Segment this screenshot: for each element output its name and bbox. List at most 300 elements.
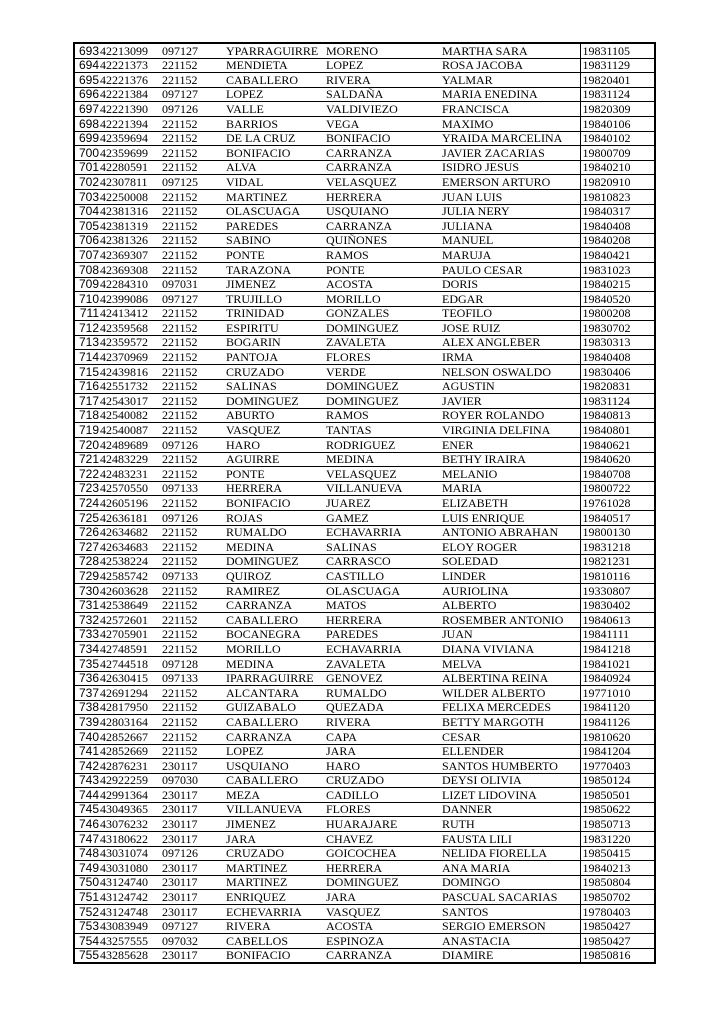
- birth-date-cell: 19800208: [580, 306, 655, 321]
- table-row: [74, 189, 655, 204]
- dni-cell: 42636181: [100, 511, 160, 526]
- row-number: 699: [74, 131, 100, 146]
- dni-cell: 42876231: [100, 759, 160, 774]
- table-row: [74, 204, 655, 219]
- given-names-cell: AGUSTIN: [440, 379, 580, 394]
- table-row: [74, 379, 655, 394]
- birth-date-cell: 19841204: [580, 744, 655, 759]
- birth-date-cell: 19840708: [580, 467, 655, 482]
- birth-date-cell: 19770403: [580, 759, 655, 774]
- birth-date-cell: 19840801: [580, 423, 655, 438]
- first-surname-cell: RIVERA: [224, 919, 324, 934]
- dni-cell: 42359572: [100, 335, 160, 350]
- table-row: [74, 262, 655, 277]
- row-number: 706: [74, 233, 100, 248]
- table-row: [74, 481, 655, 496]
- table-row: [74, 759, 655, 774]
- second-surname-cell: LOPEZ: [324, 58, 440, 73]
- second-surname-cell: JUAREZ: [324, 496, 440, 511]
- second-surname-cell: JARA: [324, 744, 440, 759]
- row-number: 723: [74, 481, 100, 496]
- given-names-cell: ISIDRO JESUS: [440, 160, 580, 175]
- birth-date-cell: 19840620: [580, 452, 655, 467]
- table-row: [74, 846, 655, 861]
- given-names-cell: JAVIER ZACARIAS: [440, 146, 580, 161]
- row-number: 707: [74, 248, 100, 263]
- first-surname-cell: DE LA CRUZ: [224, 131, 324, 146]
- dni-cell: 42748591: [100, 642, 160, 657]
- dni-cell: 43285628: [100, 948, 160, 963]
- given-names-cell: ELIZABETH: [440, 496, 580, 511]
- code-cell: 221152: [160, 408, 224, 423]
- dni-cell: 42370969: [100, 350, 160, 365]
- given-names-cell: ANTONIO ABRAHAN: [440, 525, 580, 540]
- second-surname-cell: FLORES: [324, 350, 440, 365]
- code-cell: 221152: [160, 583, 224, 598]
- row-number: 732: [74, 613, 100, 628]
- birth-date-cell: 19840408: [580, 219, 655, 234]
- row-number: 721: [74, 452, 100, 467]
- first-surname-cell: LOPEZ: [224, 87, 324, 102]
- code-cell: 221152: [160, 554, 224, 569]
- row-number: 738: [74, 700, 100, 715]
- row-number: 746: [74, 817, 100, 832]
- given-names-cell: JUAN LUIS: [440, 189, 580, 204]
- row-number: 725: [74, 511, 100, 526]
- table-row: [74, 525, 655, 540]
- table-row: [74, 292, 655, 307]
- row-number: 717: [74, 394, 100, 409]
- given-names-cell: LUIS ENRIQUE: [440, 511, 580, 526]
- code-cell: 230117: [160, 875, 224, 890]
- table-row: [74, 350, 655, 365]
- given-names-cell: ANASTACIA: [440, 934, 580, 949]
- code-cell: 221152: [160, 729, 224, 744]
- row-number: 700: [74, 146, 100, 161]
- table-row: [74, 802, 655, 817]
- dni-cell: 42221373: [100, 58, 160, 73]
- code-cell: 221152: [160, 146, 224, 161]
- second-surname-cell: VEGA: [324, 116, 440, 131]
- dni-cell: 42630415: [100, 671, 160, 686]
- given-names-cell: MARIA ENEDINA: [440, 87, 580, 102]
- first-surname-cell: ENRIQUEZ: [224, 890, 324, 905]
- second-surname-cell: TANTAS: [324, 423, 440, 438]
- birth-date-cell: 19831124: [580, 87, 655, 102]
- code-cell: 221152: [160, 642, 224, 657]
- first-surname-cell: PONTE: [224, 248, 324, 263]
- code-cell: 221152: [160, 233, 224, 248]
- birth-date-cell: 19821231: [580, 554, 655, 569]
- first-surname-cell: PANTOJA: [224, 350, 324, 365]
- first-surname-cell: CARRANZA: [224, 729, 324, 744]
- given-names-cell: ANA MARIA: [440, 861, 580, 876]
- code-cell: 230117: [160, 802, 224, 817]
- second-surname-cell: VILLANUEVA: [324, 481, 440, 496]
- code-cell: 221152: [160, 379, 224, 394]
- code-cell: 097126: [160, 511, 224, 526]
- dni-cell: 43031080: [100, 861, 160, 876]
- dni-cell: 42399086: [100, 292, 160, 307]
- second-surname-cell: CARRANZA: [324, 160, 440, 175]
- first-surname-cell: USQUIANO: [224, 759, 324, 774]
- birth-date-cell: 19850427: [580, 934, 655, 949]
- table-row: [74, 729, 655, 744]
- birth-date-cell: 19800709: [580, 146, 655, 161]
- first-surname-cell: MEZA: [224, 788, 324, 803]
- dni-cell: 42221394: [100, 116, 160, 131]
- row-number: 740: [74, 729, 100, 744]
- row-number: 729: [74, 569, 100, 584]
- birth-date-cell: 19780403: [580, 905, 655, 920]
- first-surname-cell: RAMIREZ: [224, 583, 324, 598]
- table-row: [74, 569, 655, 584]
- first-surname-cell: AGUIRRE: [224, 452, 324, 467]
- code-cell: 230117: [160, 832, 224, 847]
- birth-date-cell: 19840621: [580, 438, 655, 453]
- first-surname-cell: JIMENEZ: [224, 277, 324, 292]
- birth-date-cell: 19841218: [580, 642, 655, 657]
- birth-date-cell: 19820831: [580, 379, 655, 394]
- birth-date-cell: 19831023: [580, 262, 655, 277]
- dni-cell: 42540087: [100, 423, 160, 438]
- table-row: [74, 948, 655, 963]
- given-names-cell: SERGIO EMERSON: [440, 919, 580, 934]
- first-surname-cell: VILLANUEVA: [224, 802, 324, 817]
- given-names-cell: ELOY ROGER: [440, 540, 580, 555]
- second-surname-cell: HERRERA: [324, 613, 440, 628]
- given-names-cell: LIZET LIDOVINA: [440, 788, 580, 803]
- second-surname-cell: HARO: [324, 759, 440, 774]
- birth-date-cell: 19840317: [580, 204, 655, 219]
- row-number: 711: [74, 306, 100, 321]
- code-cell: 097126: [160, 846, 224, 861]
- dni-cell: 42483229: [100, 452, 160, 467]
- second-surname-cell: DOMINGUEZ: [324, 394, 440, 409]
- given-names-cell: NELIDA FIORELLA: [440, 846, 580, 861]
- code-cell: 230117: [160, 861, 224, 876]
- code-cell: 097127: [160, 87, 224, 102]
- dni-cell: 42817950: [100, 700, 160, 715]
- table-row: [74, 773, 655, 788]
- birth-date-cell: 19840421: [580, 248, 655, 263]
- row-number: 718: [74, 408, 100, 423]
- row-number: 737: [74, 686, 100, 701]
- table-row: [74, 905, 655, 920]
- given-names-cell: MAXIMO: [440, 116, 580, 131]
- table-row: [74, 817, 655, 832]
- first-surname-cell: BONIFACIO: [224, 146, 324, 161]
- birth-date-cell: 19831129: [580, 58, 655, 73]
- birth-date-cell: 19841126: [580, 715, 655, 730]
- given-names-cell: ROSEMBER ANTONIO: [440, 613, 580, 628]
- table-row: [74, 408, 655, 423]
- dni-cell: 43124740: [100, 875, 160, 890]
- table-row: [74, 306, 655, 321]
- row-number: 741: [74, 744, 100, 759]
- dni-cell: 42250008: [100, 189, 160, 204]
- second-surname-cell: QUIÑONES: [324, 233, 440, 248]
- given-names-cell: LINDER: [440, 569, 580, 584]
- dni-cell: 42605196: [100, 496, 160, 511]
- table-row: [74, 219, 655, 234]
- second-surname-cell: CARRASCO: [324, 554, 440, 569]
- dni-cell: 42213099: [100, 43, 160, 58]
- birth-date-cell: 19850702: [580, 890, 655, 905]
- dni-cell: 42852667: [100, 729, 160, 744]
- first-surname-cell: MARTINEZ: [224, 189, 324, 204]
- second-surname-cell: ACOSTA: [324, 277, 440, 292]
- row-number: 727: [74, 540, 100, 555]
- code-cell: 221152: [160, 131, 224, 146]
- table-row: [74, 321, 655, 336]
- code-cell: 221152: [160, 715, 224, 730]
- first-surname-cell: VIDAL: [224, 175, 324, 190]
- row-number: 697: [74, 102, 100, 117]
- code-cell: 221152: [160, 160, 224, 175]
- given-names-cell: VIRGINIA DELFINA: [440, 423, 580, 438]
- given-names-cell: JUAN: [440, 627, 580, 642]
- table-row: [74, 715, 655, 730]
- dni-cell: 42381326: [100, 233, 160, 248]
- given-names-cell: JULIANA: [440, 219, 580, 234]
- birth-date-cell: 19840517: [580, 511, 655, 526]
- birth-date-cell: 19810620: [580, 729, 655, 744]
- dni-cell: 42543017: [100, 394, 160, 409]
- second-surname-cell: CRUZADO: [324, 773, 440, 788]
- birth-date-cell: 19840613: [580, 613, 655, 628]
- dni-cell: 42381316: [100, 204, 160, 219]
- table-row: [74, 656, 655, 671]
- dni-cell: 43180622: [100, 832, 160, 847]
- row-number: 735: [74, 656, 100, 671]
- second-surname-cell: VELASQUEZ: [324, 175, 440, 190]
- code-cell: 097031: [160, 277, 224, 292]
- first-surname-cell: BONIFACIO: [224, 496, 324, 511]
- birth-date-cell: 19800722: [580, 481, 655, 496]
- code-cell: 097126: [160, 438, 224, 453]
- table-row: [74, 832, 655, 847]
- birth-date-cell: 19830402: [580, 598, 655, 613]
- first-surname-cell: RUMALDO: [224, 525, 324, 540]
- second-surname-cell: RUMALDO: [324, 686, 440, 701]
- second-surname-cell: DOMINGUEZ: [324, 321, 440, 336]
- table-row: [74, 554, 655, 569]
- birth-date-cell: 19850124: [580, 773, 655, 788]
- second-surname-cell: ECHAVARRIA: [324, 525, 440, 540]
- given-names-cell: DANNER: [440, 802, 580, 817]
- given-names-cell: BETHY IRAIRA: [440, 452, 580, 467]
- row-number: 713: [74, 335, 100, 350]
- second-surname-cell: MORILLO: [324, 292, 440, 307]
- row-number: 705: [74, 219, 100, 234]
- first-surname-cell: YPARRAGUIRRE: [224, 43, 324, 58]
- first-surname-cell: HARO: [224, 438, 324, 453]
- code-cell: 221152: [160, 627, 224, 642]
- given-names-cell: IRMA: [440, 350, 580, 365]
- dni-cell: 42585742: [100, 569, 160, 584]
- row-number: 748: [74, 846, 100, 861]
- row-number: 751: [74, 890, 100, 905]
- row-number: 702: [74, 175, 100, 190]
- code-cell: 221152: [160, 496, 224, 511]
- row-number: 724: [74, 496, 100, 511]
- row-number: 744: [74, 788, 100, 803]
- row-number: 734: [74, 642, 100, 657]
- second-surname-cell: CARRANZA: [324, 948, 440, 963]
- row-number: 739: [74, 715, 100, 730]
- second-surname-cell: QUEZADA: [324, 700, 440, 715]
- row-number: 695: [74, 73, 100, 88]
- given-names-cell: EDGAR: [440, 292, 580, 307]
- given-names-cell: PAULO CESAR: [440, 262, 580, 277]
- birth-date-cell: 19841111: [580, 627, 655, 642]
- first-surname-cell: GUIZABALO: [224, 700, 324, 715]
- second-surname-cell: GOICOCHEA: [324, 846, 440, 861]
- second-surname-cell: PONTE: [324, 262, 440, 277]
- birth-date-cell: 19841021: [580, 656, 655, 671]
- dni-cell: 42369307: [100, 248, 160, 263]
- table-row: [74, 613, 655, 628]
- second-surname-cell: PAREDES: [324, 627, 440, 642]
- table-row: [74, 116, 655, 131]
- first-surname-cell: TARAZONA: [224, 262, 324, 277]
- row-number: 743: [74, 773, 100, 788]
- dni-cell: 42691294: [100, 686, 160, 701]
- code-cell: 221152: [160, 189, 224, 204]
- first-surname-cell: HERRERA: [224, 481, 324, 496]
- dni-cell: 42744518: [100, 656, 160, 671]
- dni-cell: 42381319: [100, 219, 160, 234]
- second-surname-cell: HERRERA: [324, 861, 440, 876]
- row-number: 698: [74, 116, 100, 131]
- code-cell: 221152: [160, 452, 224, 467]
- table-row: [74, 335, 655, 350]
- table-row: [74, 175, 655, 190]
- code-cell: 221152: [160, 744, 224, 759]
- row-number: 755: [74, 948, 100, 963]
- second-surname-cell: HERRERA: [324, 189, 440, 204]
- dni-cell: 42280591: [100, 160, 160, 175]
- code-cell: 097030: [160, 773, 224, 788]
- second-surname-cell: CHAVEZ: [324, 832, 440, 847]
- given-names-cell: DIAMIRE: [440, 948, 580, 963]
- given-names-cell: CESAR: [440, 729, 580, 744]
- birth-date-cell: 19831124: [580, 394, 655, 409]
- given-names-cell: MANUEL: [440, 233, 580, 248]
- first-surname-cell: ALVA: [224, 160, 324, 175]
- dni-cell: 42221384: [100, 87, 160, 102]
- first-surname-cell: BONIFACIO: [224, 948, 324, 963]
- code-cell: 221152: [160, 686, 224, 701]
- code-cell: 097133: [160, 481, 224, 496]
- birth-date-cell: 19850622: [580, 802, 655, 817]
- first-surname-cell: LOPEZ: [224, 744, 324, 759]
- given-names-cell: BETTY MARGOTH: [440, 715, 580, 730]
- table-row: [74, 365, 655, 380]
- table-row: [74, 58, 655, 73]
- code-cell: 221152: [160, 321, 224, 336]
- birth-date-cell: 19800130: [580, 525, 655, 540]
- table-row: [74, 73, 655, 88]
- table-row: [74, 277, 655, 292]
- dni-cell: 42634682: [100, 525, 160, 540]
- dni-cell: 43124742: [100, 890, 160, 905]
- table-row: [74, 875, 655, 890]
- dni-cell: 42538224: [100, 554, 160, 569]
- code-cell: 230117: [160, 817, 224, 832]
- birth-date-cell: 19840215: [580, 277, 655, 292]
- dni-cell: 42538649: [100, 598, 160, 613]
- code-cell: 221152: [160, 700, 224, 715]
- dni-cell: 42439816: [100, 365, 160, 380]
- given-names-cell: DEYSI OLIVIA: [440, 773, 580, 788]
- row-number: 720: [74, 438, 100, 453]
- given-names-cell: TEOFILO: [440, 306, 580, 321]
- given-names-cell: ENER: [440, 438, 580, 453]
- second-surname-cell: MATOS: [324, 598, 440, 613]
- first-surname-cell: CABALLERO: [224, 613, 324, 628]
- table-row: [74, 452, 655, 467]
- dni-cell: 43031074: [100, 846, 160, 861]
- second-surname-cell: GENOVEZ: [324, 671, 440, 686]
- second-surname-cell: ZAVALETA: [324, 335, 440, 350]
- first-surname-cell: TRINIDAD: [224, 306, 324, 321]
- second-surname-cell: RIVERA: [324, 73, 440, 88]
- birth-date-cell: 19840520: [580, 292, 655, 307]
- second-surname-cell: CASTILLO: [324, 569, 440, 584]
- first-surname-cell: CABALLERO: [224, 773, 324, 788]
- given-names-cell: JULIA NERY: [440, 204, 580, 219]
- row-number: 710: [74, 292, 100, 307]
- first-surname-cell: ROJAS: [224, 511, 324, 526]
- dni-cell: 42572601: [100, 613, 160, 628]
- second-surname-cell: OLASCUAGA: [324, 583, 440, 598]
- code-cell: 221152: [160, 335, 224, 350]
- first-surname-cell: TRUJILLO: [224, 292, 324, 307]
- table-row: [74, 102, 655, 117]
- birth-date-cell: 19330807: [580, 583, 655, 598]
- given-names-cell: AURIOLINA: [440, 583, 580, 598]
- second-surname-cell: CARRANZA: [324, 146, 440, 161]
- first-surname-cell: IPARRAGUIRRE: [224, 671, 324, 686]
- birth-date-cell: 19761028: [580, 496, 655, 511]
- row-number: 752: [74, 905, 100, 920]
- birth-date-cell: 19831220: [580, 832, 655, 847]
- second-surname-cell: ACOSTA: [324, 919, 440, 934]
- row-number: 726: [74, 525, 100, 540]
- second-surname-cell: VASQUEZ: [324, 905, 440, 920]
- table-row: [74, 87, 655, 102]
- dni-cell: 42803164: [100, 715, 160, 730]
- given-names-cell: JOSE RUIZ: [440, 321, 580, 336]
- dni-cell: 42221390: [100, 102, 160, 117]
- dni-cell: 42359568: [100, 321, 160, 336]
- given-names-cell: DIANA VIVIANA: [440, 642, 580, 657]
- table-row: [74, 890, 655, 905]
- dni-cell: 42413412: [100, 306, 160, 321]
- code-cell: 221152: [160, 73, 224, 88]
- code-cell: 221152: [160, 116, 224, 131]
- dni-cell: 42991364: [100, 788, 160, 803]
- first-surname-cell: JARA: [224, 832, 324, 847]
- second-surname-cell: VERDE: [324, 365, 440, 380]
- birth-date-cell: 19840924: [580, 671, 655, 686]
- first-surname-cell: MEDINA: [224, 540, 324, 555]
- birth-date-cell: 19850427: [580, 919, 655, 934]
- dni-cell: 42705901: [100, 627, 160, 642]
- second-surname-cell: USQUIANO: [324, 204, 440, 219]
